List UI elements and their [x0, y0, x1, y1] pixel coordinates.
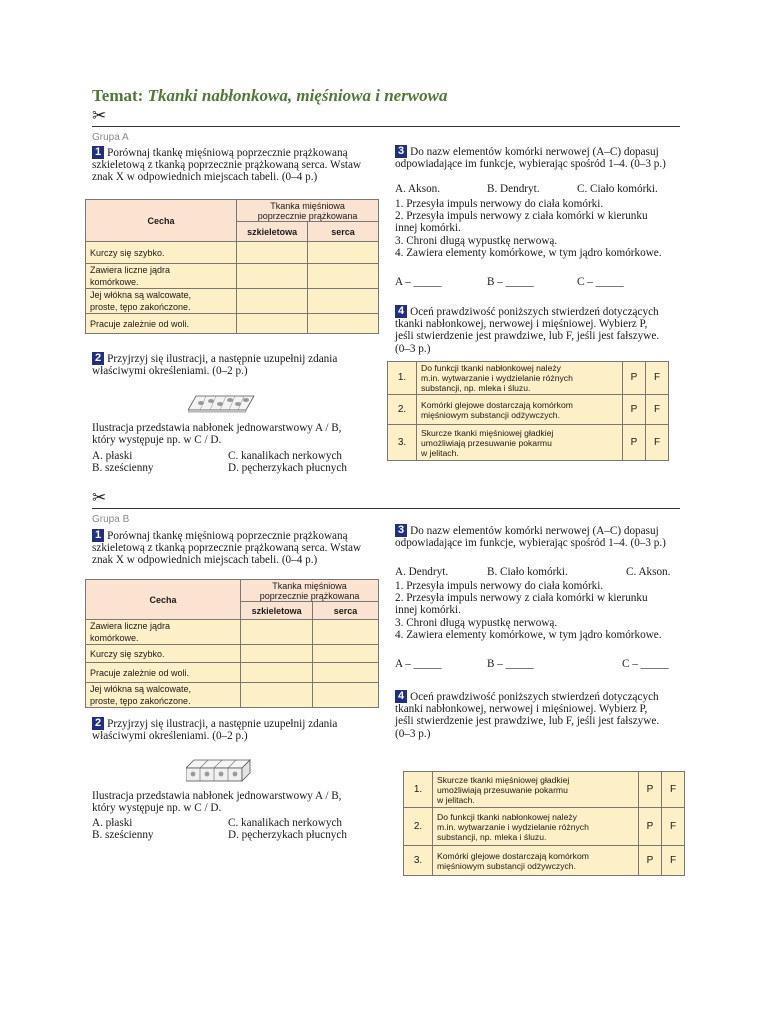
- function-item: 2. Przesyła impuls nerwowy z ciała komórki w kierunku: [395, 210, 648, 223]
- group-b-question-4: [395, 690, 695, 740]
- option-c[interactable]: C. kanalikach nerkowych: [228, 450, 343, 462]
- statement-line: Do funkcji tkanki nabłonkowej należy: [437, 811, 577, 822]
- question-number: 1: [92, 146, 104, 159]
- col-group-line: poprzecznie prążkowana: [257, 210, 358, 221]
- feature: Pracuje zależnie od woli.: [86, 314, 237, 334]
- q-line: tkanki nabłonkowej, nerwowej i mięśniowej. Wybierz P,: [395, 318, 648, 331]
- q-line: tkanki nabłonkowej, nerwowej i mięśniowej. Wybierz P,: [395, 703, 648, 716]
- q-line: Oceń prawdziwość poniższych stwierdzeń dotyczących: [410, 691, 659, 703]
- answer-b[interactable]: B – _____: [487, 658, 534, 670]
- statement: [417, 425, 623, 461]
- col-group-line: Tkanka mięśniowa: [272, 580, 347, 591]
- question-number: 2: [92, 352, 104, 365]
- true-option[interactable]: P: [623, 425, 646, 461]
- row-number: 2.: [388, 395, 417, 425]
- row-number: 3.: [404, 846, 433, 876]
- statement-line: Skurcze tkanki mięśniowej gładkiej: [421, 427, 554, 438]
- answer-cell[interactable]: [313, 645, 379, 663]
- statement: [417, 395, 623, 425]
- false-option[interactable]: F: [662, 846, 685, 876]
- function-item: 4. Zawiera elementy komórkowe, w tym jądro komórkowe.: [395, 246, 662, 259]
- element-c: C. Akson.: [626, 566, 671, 578]
- function-item: 2. Przesyła impuls nerwowy z ciała komórki w kierunku: [395, 592, 648, 605]
- group-b-question-3: [395, 524, 685, 549]
- statement-line: Skurcze tkanki mięśniowej gładkiej: [437, 774, 570, 785]
- false-option[interactable]: F: [646, 425, 669, 461]
- answer-b[interactable]: B – _____: [487, 276, 534, 288]
- true-option[interactable]: P: [639, 808, 662, 846]
- answer-cell[interactable]: [241, 683, 313, 708]
- option-c[interactable]: C. kanalikach nerkowych: [228, 817, 343, 829]
- answer-cell[interactable]: [308, 314, 379, 334]
- feature: [86, 620, 241, 645]
- group-b-q1-table: [85, 579, 379, 708]
- statement-line: Komórki glejowe dostarczają komórkom: [437, 850, 589, 861]
- col-szkieletowa: szkieletowa: [237, 222, 308, 242]
- q-line: szkieletową z tkanką poprzecznie prążkowaną serca. Wstaw: [92, 542, 362, 555]
- feature-line: Zawiera liczne jądra: [90, 265, 171, 275]
- true-option[interactable]: P: [623, 362, 646, 395]
- col-cecha: Cecha: [86, 580, 241, 620]
- scissors-icon: ✂: [92, 488, 107, 508]
- q-line: znak X w odpowiednich miejscach tabeli. (0–4 p.): [92, 171, 318, 184]
- question-number: 3: [395, 145, 407, 158]
- q-line: właściwymi określeniami. (0–2 p.): [92, 730, 248, 743]
- function-item: 3. Chroni długą wypustkę nerwową.: [395, 234, 558, 247]
- feature-line: komórkowe.: [90, 277, 139, 287]
- statement-line: m.in. wytwarzanie i wydzielanie różnych: [421, 373, 573, 383]
- group-a-label: Grupa A: [92, 132, 129, 143]
- col-cecha: Cecha: [86, 200, 237, 242]
- statement: [433, 772, 639, 808]
- group-b-q4-table: [403, 771, 685, 876]
- q-line: jeśli stwierdzenie jest prawdziwe, lub F, jeśli jest fałszywe.: [395, 330, 660, 343]
- group-a-q4-table: [387, 361, 669, 461]
- option-b[interactable]: B. sześcienny: [92, 462, 154, 474]
- function-item: innej komórki.: [395, 604, 461, 617]
- group-b-label: Grupa B: [92, 514, 130, 525]
- q-line: właściwymi określeniami. (0–2 p.): [92, 365, 248, 378]
- false-option[interactable]: F: [646, 395, 669, 425]
- title-prefix: Temat:: [92, 86, 144, 105]
- element-a: A. Akson.: [395, 183, 441, 195]
- true-option[interactable]: P: [639, 772, 662, 808]
- option-d[interactable]: D. pęcherzykach płucnych: [228, 829, 347, 841]
- col-group-line: Tkanka mięśniowa: [270, 200, 345, 211]
- true-option[interactable]: P: [639, 846, 662, 876]
- cuboidal-epithelium-illustration: [186, 756, 252, 784]
- q-line: odpowiadające im funkcje, wybierając spośród 1–4. (0–3 p.): [395, 158, 666, 171]
- answer-cell[interactable]: [237, 289, 308, 314]
- answer-a[interactable]: A – _____: [395, 276, 442, 288]
- feature-line: Jej włókna są walcowate,: [90, 290, 192, 300]
- statement-line: mięśniowym substancji odżywczych.: [421, 409, 560, 420]
- q-line: Oceń prawdziwość poniższych stwierdzeń dotyczących: [410, 306, 659, 318]
- q-line: odpowiadające im funkcje, wybierając spośród 1–4. (0–3 p.): [395, 537, 666, 550]
- title-topic: Tkanki nabłonkowa, mięśniowa i nerwowa: [147, 86, 448, 105]
- feature: Pracuje zależnie od woli.: [86, 663, 241, 683]
- statement-line: umożliwiają przesuwanie pokarmu: [421, 437, 552, 448]
- answer-a[interactable]: A – _____: [395, 658, 442, 670]
- flat-epithelium-illustration: [188, 390, 256, 414]
- q-line: Przyjrzyj się ilustracji, a następnie uzupełnij zdania: [107, 353, 338, 365]
- answer-cell[interactable]: [241, 663, 313, 683]
- answer-cell[interactable]: [237, 264, 308, 289]
- question-number: 2: [92, 717, 104, 730]
- feature: [86, 264, 237, 289]
- statement-line: w jelitach.: [437, 794, 475, 805]
- scissors-icon: ✂: [92, 106, 107, 126]
- row-number: 3.: [388, 425, 417, 461]
- question-number: 4: [395, 690, 407, 703]
- answer-cell[interactable]: [313, 620, 379, 645]
- functions-list: [395, 580, 685, 641]
- answer-cell[interactable]: [308, 289, 379, 314]
- answer-cell[interactable]: [241, 620, 313, 645]
- false-option[interactable]: F: [662, 772, 685, 808]
- statement: [417, 362, 623, 395]
- option-a[interactable]: A. płaski: [92, 450, 133, 462]
- option-a[interactable]: A. płaski: [92, 817, 133, 829]
- function-item: 3. Chroni długą wypustkę nerwową.: [395, 616, 558, 629]
- question-number: 3: [395, 524, 407, 537]
- statement-line: Do funkcji tkanki nabłonkowej należy: [421, 363, 561, 373]
- statement-line: substancji, np. mleka i śluzu.: [437, 831, 547, 842]
- answer-cell[interactable]: [313, 683, 379, 708]
- feature: Kurczy się szybko.: [86, 645, 241, 663]
- statement: [433, 808, 639, 846]
- group-b-question-2: [92, 717, 382, 742]
- q-line: Do nazw elementów komórki nerwowej (A–C) dopasuj: [410, 146, 659, 158]
- row-number: 1.: [388, 362, 417, 395]
- group-a-q2-sentence: [92, 422, 382, 446]
- false-option[interactable]: F: [662, 808, 685, 846]
- answer-c[interactable]: C – _____: [622, 658, 669, 670]
- row-number: 1.: [404, 772, 433, 808]
- answer-cell[interactable]: [237, 314, 308, 334]
- group-a-question-1: [92, 146, 382, 184]
- statement-line: w jelitach.: [421, 447, 459, 458]
- answer-cell[interactable]: [308, 242, 379, 264]
- true-option[interactable]: P: [623, 395, 646, 425]
- option-d[interactable]: D. pęcherzykach płucnych: [228, 462, 347, 474]
- feature-line: Jej włókna są walcowate,: [90, 684, 192, 694]
- col-group-line: poprzecznie prążkowana: [259, 590, 360, 601]
- q-line: Porównaj tkankę mięśniową poprzecznie prążkowaną: [107, 147, 348, 159]
- answer-cell[interactable]: [308, 264, 379, 289]
- function-item: innej komórki.: [395, 222, 461, 235]
- function-item: 1. Przesyła impuls nerwowy do ciała komórki.: [395, 580, 604, 592]
- group-b-question-1: [92, 529, 382, 567]
- feature-line: komórkowe.: [90, 633, 139, 643]
- statement-line: mięśniowym substancji odżywczych.: [437, 860, 576, 871]
- question-number: 1: [92, 529, 104, 542]
- q-line: Przyjrzyj się ilustracji, a następnie uzupełnij zdania: [107, 718, 338, 730]
- cut-line: [92, 508, 680, 509]
- q-line: znak X w odpowiednich miejscach tabeli. (0–4 p.): [92, 554, 318, 567]
- statement-line: Komórki glejowe dostarczają komórkom: [421, 399, 573, 410]
- statement: [433, 846, 639, 876]
- col-group-header: [237, 200, 379, 222]
- statement-line: umożliwiają przesuwanie pokarmu: [437, 784, 568, 795]
- q-line: (0–3 p.): [395, 727, 431, 740]
- element-b: B. Dendryt.: [487, 183, 540, 195]
- answer-c[interactable]: C – _____: [577, 276, 624, 288]
- group-b-q2-sentence: [92, 790, 382, 814]
- col-serca: serca: [313, 602, 379, 620]
- answer-cell[interactable]: [241, 645, 313, 663]
- group-a-question-3: [395, 145, 685, 170]
- page-title: [92, 86, 448, 106]
- option-b[interactable]: B. sześcienny: [92, 829, 154, 841]
- statement-line: substancji, np. mleka i śluzu.: [421, 383, 531, 393]
- element-a: A. Dendryt.: [395, 566, 449, 578]
- row-number: 2.: [404, 808, 433, 846]
- feature: [86, 289, 237, 314]
- answer-cell[interactable]: [237, 242, 308, 264]
- q-line: Ilustracja przedstawia nabłonek jednowarstwowy A / B,: [92, 422, 342, 434]
- q-line: Do nazw elementów komórki nerwowej (A–C) dopasuj: [410, 525, 659, 537]
- group-a-question-4: [395, 305, 695, 355]
- answer-cell[interactable]: [313, 663, 379, 683]
- col-szkieletowa: szkieletowa: [241, 602, 313, 620]
- q-line: (0–3 p.): [395, 342, 431, 355]
- group-a-question-2: [92, 352, 382, 377]
- q-line: który występuje np. w C / D.: [92, 802, 222, 815]
- q-line: Porównaj tkankę mięśniową poprzecznie prążkowaną: [107, 530, 348, 542]
- q-line: szkieletową z tkanką poprzecznie prążkowaną serca. Wstaw: [92, 159, 362, 172]
- feature: [86, 683, 241, 708]
- question-number: 4: [395, 305, 407, 318]
- feature-line: Zawiera liczne jądra: [90, 621, 171, 631]
- statement-line: m.in. wytwarzanie i wydzielanie różnych: [437, 821, 589, 832]
- feature-line: proste, tępo zakończone.: [90, 302, 191, 312]
- function-item: 1. Przesyła impuls nerwowy do ciała komórki.: [395, 198, 604, 210]
- cut-line: [92, 126, 680, 127]
- feature-line: proste, tępo zakończone.: [90, 696, 191, 706]
- false-option[interactable]: F: [646, 362, 669, 395]
- col-serca: serca: [308, 222, 379, 242]
- element-c: C. Ciało komórki.: [577, 183, 658, 195]
- feature: Kurczy się szybko.: [86, 242, 237, 264]
- functions-list: [395, 198, 685, 259]
- group-a-q1-table: [85, 199, 379, 334]
- q-line: Ilustracja przedstawia nabłonek jednowarstwowy A / B,: [92, 790, 342, 802]
- col-group-header: [241, 580, 379, 602]
- element-b: B. Ciało komórki.: [487, 566, 568, 578]
- function-item: 4. Zawiera elementy komórkowe, w tym jądro komórkowe.: [395, 628, 662, 641]
- q-line: jeśli stwierdzenie jest prawdziwe, lub F, jeśli jest fałszywe.: [395, 715, 660, 728]
- q-line: który występuje np. w C / D.: [92, 434, 222, 447]
